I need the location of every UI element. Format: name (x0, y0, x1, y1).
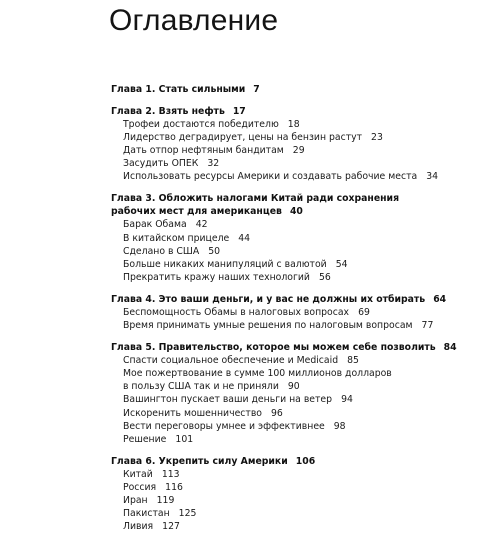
table-of-contents (111, 83, 491, 537)
toc-entry (111, 306, 491, 319)
chapter-title: Глава 4. Это ваши деньги, и у вас не должны их отбирать (111, 293, 426, 305)
chapter-heading (111, 455, 491, 468)
entry-title: Искоренить мошенничество (123, 407, 262, 419)
toc-entry (111, 118, 491, 131)
chapter-title: Глава 2. Взять нефть (111, 106, 225, 117)
entry-page: 98 (333, 420, 346, 432)
entry-title: Мое пожертвование в сумме 100 миллионов долларов (123, 368, 392, 380)
chapter-2 (111, 105, 491, 183)
chapter-title: Глава 1. Стать сильными (111, 84, 246, 95)
entry-title: Трофеи достаются победителю (123, 119, 279, 130)
toc-entry (111, 433, 491, 446)
entry-page: 90 (287, 381, 300, 393)
chapter-heading (111, 341, 491, 354)
entry-page: 85 (347, 355, 359, 367)
toc-entry (111, 367, 491, 393)
page-title: Оглавление (109, 4, 279, 37)
chapter-6 (111, 455, 491, 533)
toc-entry (111, 407, 491, 420)
toc-entry (111, 494, 491, 507)
toc-entry (111, 218, 491, 231)
entry-title: Ливия (123, 521, 154, 533)
entry-title-continued: в пользу США так и не приняли (123, 381, 279, 393)
toc-entry (111, 245, 491, 258)
toc-entry (111, 232, 491, 245)
toc-entry (111, 319, 491, 332)
entry-title: Прекратить кражу наших технологий (123, 271, 310, 283)
entry-title: Лидерство деградирует, цены на бензин растут (123, 132, 363, 144)
entry-page: 101 (175, 433, 194, 445)
toc-entry (111, 420, 491, 433)
toc-entry (111, 468, 491, 481)
toc-entry (111, 520, 491, 533)
entry-page: 96 (271, 407, 283, 419)
toc-entry (111, 131, 491, 144)
toc-entry (111, 258, 491, 271)
entry-title: Китай (123, 468, 153, 480)
chapter-heading (111, 293, 491, 306)
entry-title: Дать отпор нефтяным бандитам (123, 145, 284, 157)
entry-page: 34 (426, 171, 439, 183)
entry-title: Спасти социальное обеспечение и Medicaid (123, 355, 339, 367)
chapter-page: 64 (433, 293, 447, 305)
entry-page: 125 (178, 508, 197, 520)
toc-entry (111, 271, 491, 284)
entry-title: В китайском прицеле (123, 232, 230, 244)
entry-title: Больше никаких манипуляций с валютой (123, 258, 327, 270)
entry-page: 113 (161, 468, 180, 480)
chapter-page: 7 (253, 84, 260, 95)
entry-page: 23 (371, 132, 383, 144)
toc-entry (111, 354, 491, 367)
toc-entry (111, 393, 491, 406)
entry-title: Беспомощность Обамы в налоговых вопросах (123, 306, 350, 318)
entry-title: Россия (123, 481, 157, 493)
chapter-heading (111, 105, 491, 118)
chapter-3 (111, 192, 491, 283)
chapter-title-continued: рабочих мест для американцев (111, 206, 282, 218)
entry-page: 127 (162, 521, 180, 533)
entry-page: 119 (156, 494, 175, 506)
chapter-title: Глава 6. Укрепить силу Америки (111, 455, 288, 467)
toc-entry (111, 144, 491, 157)
chapter-page: 84 (443, 342, 457, 354)
entry-title: Барак Обама (123, 219, 187, 231)
chapter-page: 106 (295, 455, 316, 467)
entry-page: 29 (292, 145, 305, 157)
chapter-5 (111, 341, 491, 446)
entry-title: Сделано в США (123, 245, 200, 257)
toc-entry (111, 481, 491, 494)
chapter-1 (111, 83, 491, 96)
entry-title: Вашингтон пускает ваши деньги на ветер (123, 394, 333, 406)
entry-page: 50 (208, 245, 221, 257)
entry-title: Время принимать умные решения по налоговым вопросам (123, 320, 413, 332)
toc-entry (111, 157, 491, 170)
entry-page: 32 (207, 158, 220, 170)
entry-page: 116 (165, 481, 183, 493)
entry-title: Решение (123, 433, 167, 445)
chapter-heading (111, 192, 491, 218)
chapter-title: Глава 3. Обложить налогами Китай ради сохранения (111, 193, 400, 205)
toc-entry (111, 507, 491, 520)
entry-title: Засудить ОПЕК (123, 158, 199, 170)
entry-title: Иран (123, 494, 148, 506)
chapter-heading (111, 83, 491, 96)
entry-page: 77 (421, 320, 434, 332)
toc-entry (111, 170, 491, 183)
chapter-4 (111, 293, 491, 332)
entry-title: Использовать ресурсы Америки и создавать рабочие места (123, 171, 418, 183)
entry-title: Вести переговоры умнее и эффективнее (123, 420, 325, 432)
entry-page: 18 (287, 119, 300, 130)
entry-page: 42 (195, 219, 208, 231)
entry-page: 44 (238, 232, 251, 244)
entry-page: 69 (358, 306, 370, 318)
chapter-page: 40 (289, 206, 303, 218)
entry-title: Пакистан (123, 508, 170, 520)
entry-page: 54 (335, 258, 348, 270)
chapter-page: 17 (232, 106, 246, 117)
entry-page: 94 (341, 394, 353, 406)
chapter-title: Глава 5. Правительство, которое мы можем себе позволить (111, 342, 436, 354)
entry-page: 56 (318, 271, 331, 283)
